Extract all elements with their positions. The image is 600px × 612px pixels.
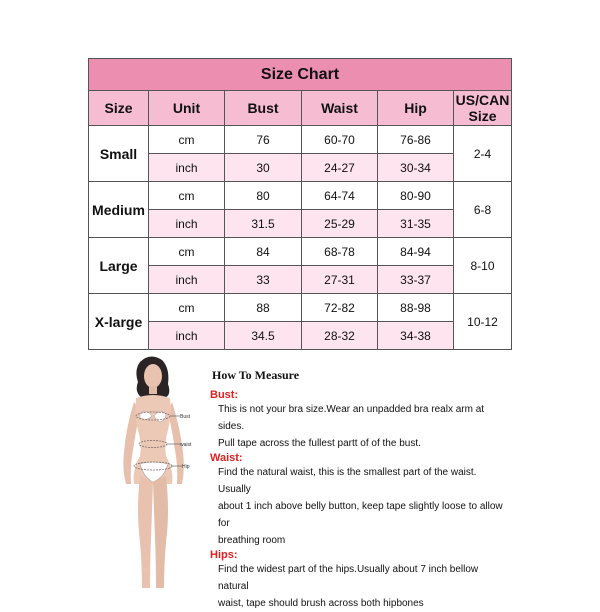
table-row: [89, 238, 512, 266]
size-label: Large: [89, 238, 149, 294]
bust-cell: 80: [225, 182, 302, 210]
hips-heading: Hips:: [210, 549, 238, 561]
table-row: [89, 154, 512, 182]
waist-instructions-line-3: breathing room: [218, 535, 286, 546]
waist-heading: Waist:: [210, 452, 243, 464]
bust-cell: 76: [225, 126, 302, 154]
header-bust: Bust: [225, 91, 302, 126]
waist-cell: 27-31: [302, 266, 378, 294]
bust-cell: 34.5: [225, 322, 302, 350]
how-to-measure-title: How To Measure: [212, 368, 300, 382]
how-to-measure-section: [210, 368, 510, 612]
size-label: Small: [89, 126, 149, 182]
table-row: [89, 322, 512, 350]
waist-cell: 28-32: [302, 322, 378, 350]
bust-cell: 31.5: [225, 210, 302, 238]
bust-cell: 30: [225, 154, 302, 182]
bust-instructions-line-2: Pull tape across the fullest partt of of the bust.: [218, 438, 421, 449]
hip-cell: 76-86: [378, 126, 454, 154]
unit-cell: inch: [149, 210, 225, 238]
unit-cell: inch: [149, 154, 225, 182]
bust-heading: Bust:: [210, 389, 239, 401]
waist-cell: 72-82: [302, 294, 378, 322]
us-can-cell: 8-10: [454, 238, 512, 294]
table-row: [89, 266, 512, 294]
waist-cell: 24-27: [302, 154, 378, 182]
header-waist: Waist: [302, 91, 378, 126]
size-chart-title: Size Chart: [89, 59, 512, 91]
hip-cell: 31-35: [378, 210, 454, 238]
table-row: [89, 210, 512, 238]
bust-line-label: Bust: [180, 414, 191, 420]
unit-cell: inch: [149, 266, 225, 294]
body-figure-illustration: [106, 352, 206, 596]
unit-cell: cm: [149, 182, 225, 210]
table-row: [89, 126, 512, 154]
hip-line-label: Hip: [182, 464, 190, 470]
header-hip: Hip: [378, 91, 454, 126]
waist-line-label: waist: [180, 442, 192, 448]
bust-instructions-line-1: This is not your bra size.Wear an unpadded bra realx arm at sides.: [218, 404, 485, 432]
hips-instructions-line-2: waist, tape should brush across both hipbones: [218, 598, 424, 609]
hip-cell: 88-98: [378, 294, 454, 322]
table-row: [89, 294, 512, 322]
bust-cell: 88: [225, 294, 302, 322]
us-can-cell: 6-8: [454, 182, 512, 238]
unit-cell: inch: [149, 322, 225, 350]
hip-cell: 30-34: [378, 154, 454, 182]
body-measurement-figure: [106, 352, 206, 596]
waist-cell: 68-78: [302, 238, 378, 266]
us-can-cell: 10-12: [454, 294, 512, 350]
hip-cell: 84-94: [378, 238, 454, 266]
header-size: Size: [89, 91, 149, 126]
waist-cell: 60-70: [302, 126, 378, 154]
header-us-can-size: US/CAN Size: [454, 91, 512, 126]
unit-cell: cm: [149, 294, 225, 322]
waist-cell: 25-29: [302, 210, 378, 238]
size-label: Medium: [89, 182, 149, 238]
unit-cell: cm: [149, 238, 225, 266]
header-unit: Unit: [149, 91, 225, 126]
size-chart-table: [88, 58, 512, 350]
waist-instructions-line-1: Find the natural waist, this is the smallest part of the waist. Usually: [218, 467, 477, 495]
us-can-cell: 2-4: [454, 126, 512, 182]
waist-instructions-line-2: about 1 inch above belly button, keep tape slightly loose to allow for: [218, 501, 503, 529]
hip-cell: 33-37: [378, 266, 454, 294]
hip-cell: 80-90: [378, 182, 454, 210]
size-label: X-large: [89, 294, 149, 350]
unit-cell: cm: [149, 126, 225, 154]
hip-cell: 34-38: [378, 322, 454, 350]
hips-instructions-line-1: Find the widest part of the hips.Usually about 7 inch bellow natural: [218, 564, 479, 592]
bust-cell: 33: [225, 266, 302, 294]
table-row: [89, 182, 512, 210]
bust-cell: 84: [225, 238, 302, 266]
waist-cell: 64-74: [302, 182, 378, 210]
